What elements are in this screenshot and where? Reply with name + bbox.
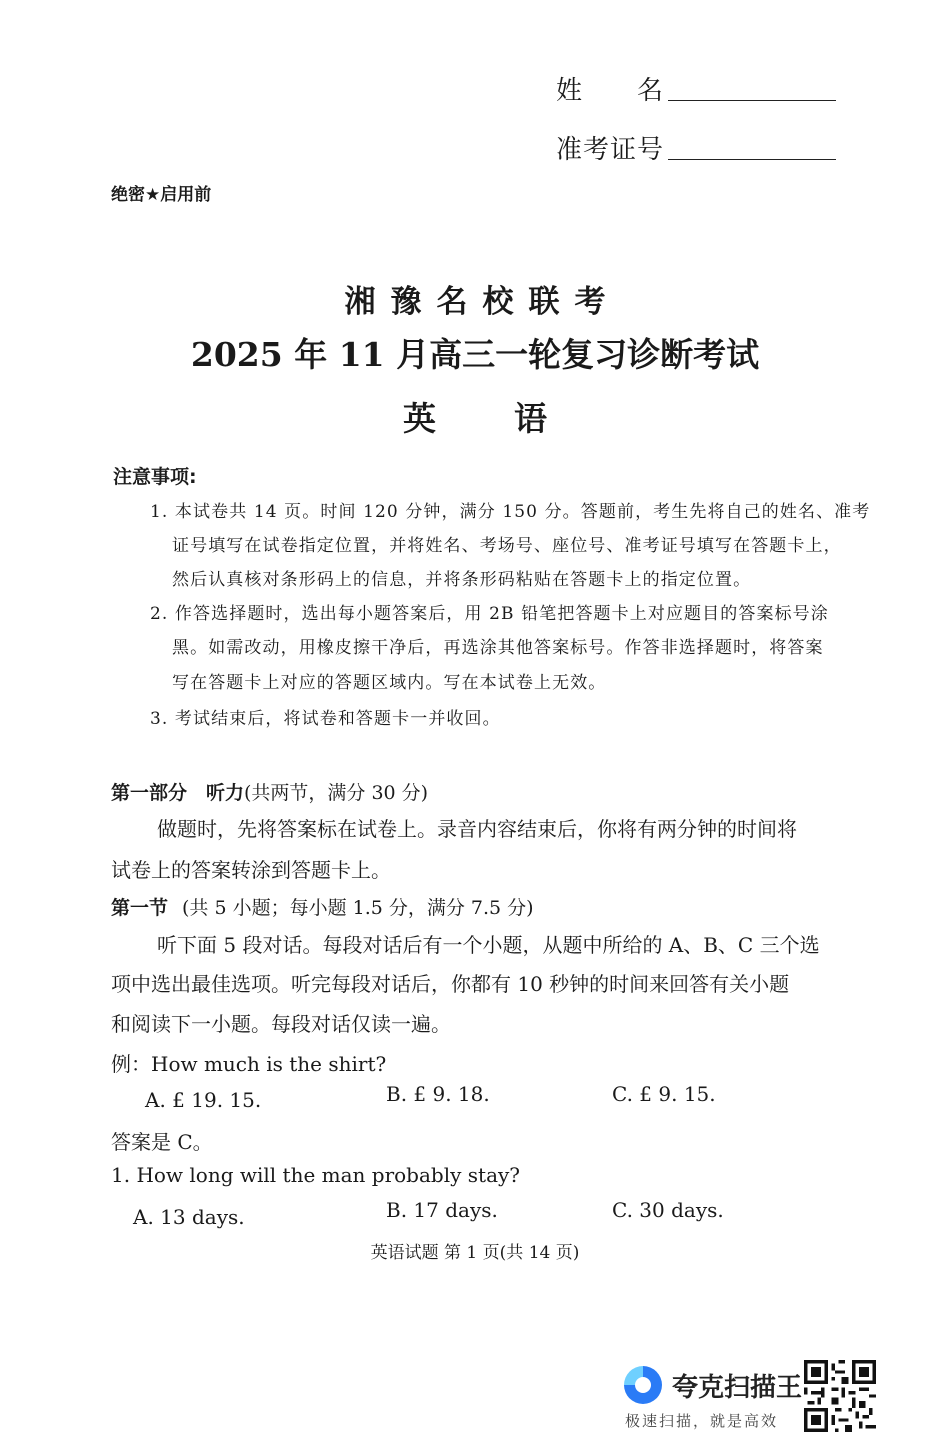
part1-heading-title: 第一部分 听力 bbox=[111, 782, 245, 804]
quark-logo-icon bbox=[624, 1366, 662, 1404]
qr-code-icon bbox=[804, 1360, 876, 1432]
title-subject: 英语 bbox=[403, 399, 625, 438]
notice-item-1-line-1: 1. 本试卷共 14 页。时间 120 分钟，满分 150 分。答题前，考生先将自己的姓名、准考 bbox=[150, 502, 871, 522]
question-1-option-c[interactable]: C. 30 days. bbox=[612, 1198, 724, 1222]
watermark-slogan: 极速扫描，就是高效 bbox=[625, 1412, 779, 1430]
example-option-a[interactable]: A. £ 19. 15. bbox=[145, 1088, 262, 1112]
section1-instr-line-2: 项中选出最佳选项。听完每段对话后，你都有 10 秒钟的时间来回答有关小题 bbox=[111, 972, 790, 996]
question-1-option-b[interactable]: B. 17 days. bbox=[386, 1198, 498, 1222]
notice-item-1-line-2: 证号填写在试卷指定位置，并将姓名、考场号、座位号、准考证号填写在答题卡上， bbox=[172, 536, 842, 556]
example-option-c[interactable]: C. £ 9. 15. bbox=[612, 1082, 716, 1106]
section1-heading bbox=[111, 893, 534, 920]
title-union-exam: 湘豫名校联考 bbox=[344, 284, 621, 320]
name-label: 姓 名 bbox=[556, 76, 665, 106]
secret-label: 绝密★启用前 bbox=[111, 185, 212, 205]
part1-heading bbox=[111, 778, 428, 805]
section1-heading-note: (共 5 小题；每小题 1.5 分，满分 7.5 分) bbox=[182, 897, 534, 919]
section1-instr-line-1: 听下面 5 段对话。每段对话后有一个小题，从题中所给的 A、B、C 三个选 bbox=[157, 933, 820, 957]
watermark-brand: 夸克扫描王 bbox=[672, 1373, 803, 1403]
notice-item-2-line-1: 2. 作答选择题时，选出每小题答案后，用 2B 铅笔把答题卡上对应题目的答案标号涂 bbox=[150, 604, 829, 624]
exam-id-label: 准考证号 bbox=[556, 135, 665, 165]
notice-item-3: 3. 考试结束后，将试卷和答题卡一并收回。 bbox=[150, 709, 501, 729]
exam-id-field-line[interactable] bbox=[668, 159, 836, 160]
notice-heading: 注意事项: bbox=[113, 466, 197, 488]
notice-item-2-line-3: 写在答题卡上对应的答题区域内。写在本试卷上无效。 bbox=[172, 673, 607, 693]
question-1-option-a[interactable]: A. 13 days. bbox=[133, 1205, 245, 1229]
part1-heading-note: (共两节，满分 30 分) bbox=[244, 782, 429, 804]
notice-item-1-line-3: 然后认真核对条形码上的信息，并将条形码粘贴在答题卡上的指定位置。 bbox=[172, 570, 752, 590]
question-1: 1. How long will the man probably stay? bbox=[111, 1163, 521, 1187]
notice-item-2-line-2: 黑。如需改动，用橡皮擦干净后，再选涂其他答案标号。作答非选择题时，将答案 bbox=[172, 638, 824, 658]
page-footer: 英语试题 第 1 页(共 14 页) bbox=[370, 1243, 580, 1263]
example-question: 例：How much is the shirt? bbox=[111, 1052, 387, 1076]
name-field-line[interactable] bbox=[668, 100, 836, 101]
part1-intro-line-1: 做题时，先将答案标在试卷上。录音内容结束后，你将有两分钟的时间将 bbox=[157, 817, 797, 841]
section1-heading-title: 第一节 bbox=[111, 897, 169, 919]
section1-instr-line-3: 和阅读下一小题。每段对话仅读一遍。 bbox=[111, 1012, 451, 1036]
part1-intro-line-2: 试卷上的答案转涂到答题卡上。 bbox=[111, 858, 391, 882]
example-option-b[interactable]: B. £ 9. 18. bbox=[386, 1082, 490, 1106]
title-exam-name: 2025 年 11 月高三一轮复习诊断考试 bbox=[190, 335, 760, 374]
example-answer: 答案是 C。 bbox=[111, 1130, 213, 1154]
